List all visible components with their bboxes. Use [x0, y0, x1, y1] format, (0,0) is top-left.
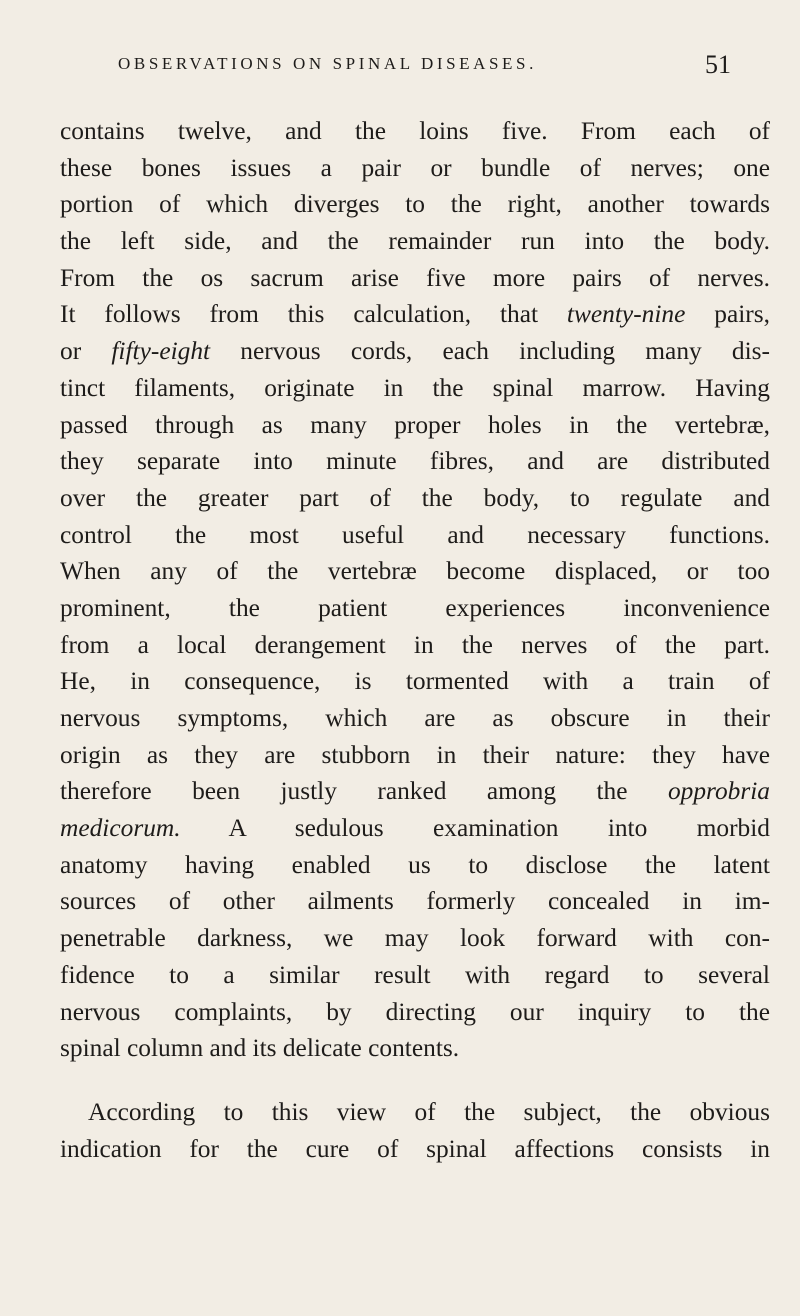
text-line: fidence to a similar result with regard to several	[60, 960, 770, 989]
text-line: control the most useful and necessary functions.	[60, 520, 770, 549]
text-line: portion of which diverges to the right, another towards	[60, 190, 770, 219]
body-text	[60, 113, 770, 1167]
text-line: He, in consequence, is tormented with a train of	[60, 667, 770, 696]
page-number: 51	[705, 50, 731, 79]
text-line: origin as they are stubborn in their nature: they have	[60, 740, 770, 769]
paragraph	[60, 113, 770, 1067]
running-head: OBSERVATIONS ON SPINAL DISEASES.	[118, 54, 537, 73]
text-line: From the os sacrum arise five more pairs of nerves.	[60, 263, 770, 292]
text-line: According to this view of the subject, the obvious	[88, 1097, 770, 1126]
text-line: nervous complaints, by directing our inquiry to the	[60, 997, 770, 1026]
text-line: from a local derangement in the nerves of the part.	[60, 630, 770, 659]
text-line: therefore been justly ranked among the opprobria	[60, 777, 770, 806]
text-line: over the greater part of the body, to regulate and	[60, 483, 770, 512]
text-line: nervous symptoms, which are as obscure in their	[60, 704, 770, 732]
text-line: penetrable darkness, we may look forward with con-	[60, 924, 770, 953]
italic-term: medicorum.	[60, 814, 181, 843]
text-line: medicorum. A sedulous examination into morbid	[60, 814, 770, 843]
text-line: anatomy having enabled us to disclose the latent	[60, 850, 770, 879]
italic-term: opprobria	[667, 777, 770, 806]
text-line: sources of other ailments formerly concealed in im-	[60, 887, 770, 916]
text-line: It follows from this calculation, that twenty-nine pairs,	[60, 300, 770, 329]
text-line: passed through as many proper holes in the vertebræ,	[60, 410, 770, 439]
text-line: the left side, and the remainder run into the body.	[60, 227, 770, 256]
text-line: or fifty-eight nervous cords, each including many dis-	[60, 337, 771, 366]
text-line: contains twelve, and the loins five. From each of	[60, 117, 770, 145]
italic-term: twenty-nine	[566, 300, 686, 329]
paragraph	[60, 1094, 770, 1167]
italic-term: fifty-eight	[111, 337, 211, 366]
text-line: tinct filaments, originate in the spinal marrow. Having	[60, 373, 770, 402]
text-line: When any of the vertebræ become displaced, or too	[60, 557, 770, 586]
text-line: indication for the cure of spinal affections consists in	[60, 1134, 770, 1163]
text-line: spinal column and its delicate contents.	[60, 1034, 460, 1063]
text-line: prominent, the patient experiences inconvenience	[60, 593, 770, 622]
text-line: they separate into minute fibres, and are distributed	[60, 447, 770, 476]
text-line: these bones issues a pair or bundle of nerves; one	[60, 153, 770, 182]
